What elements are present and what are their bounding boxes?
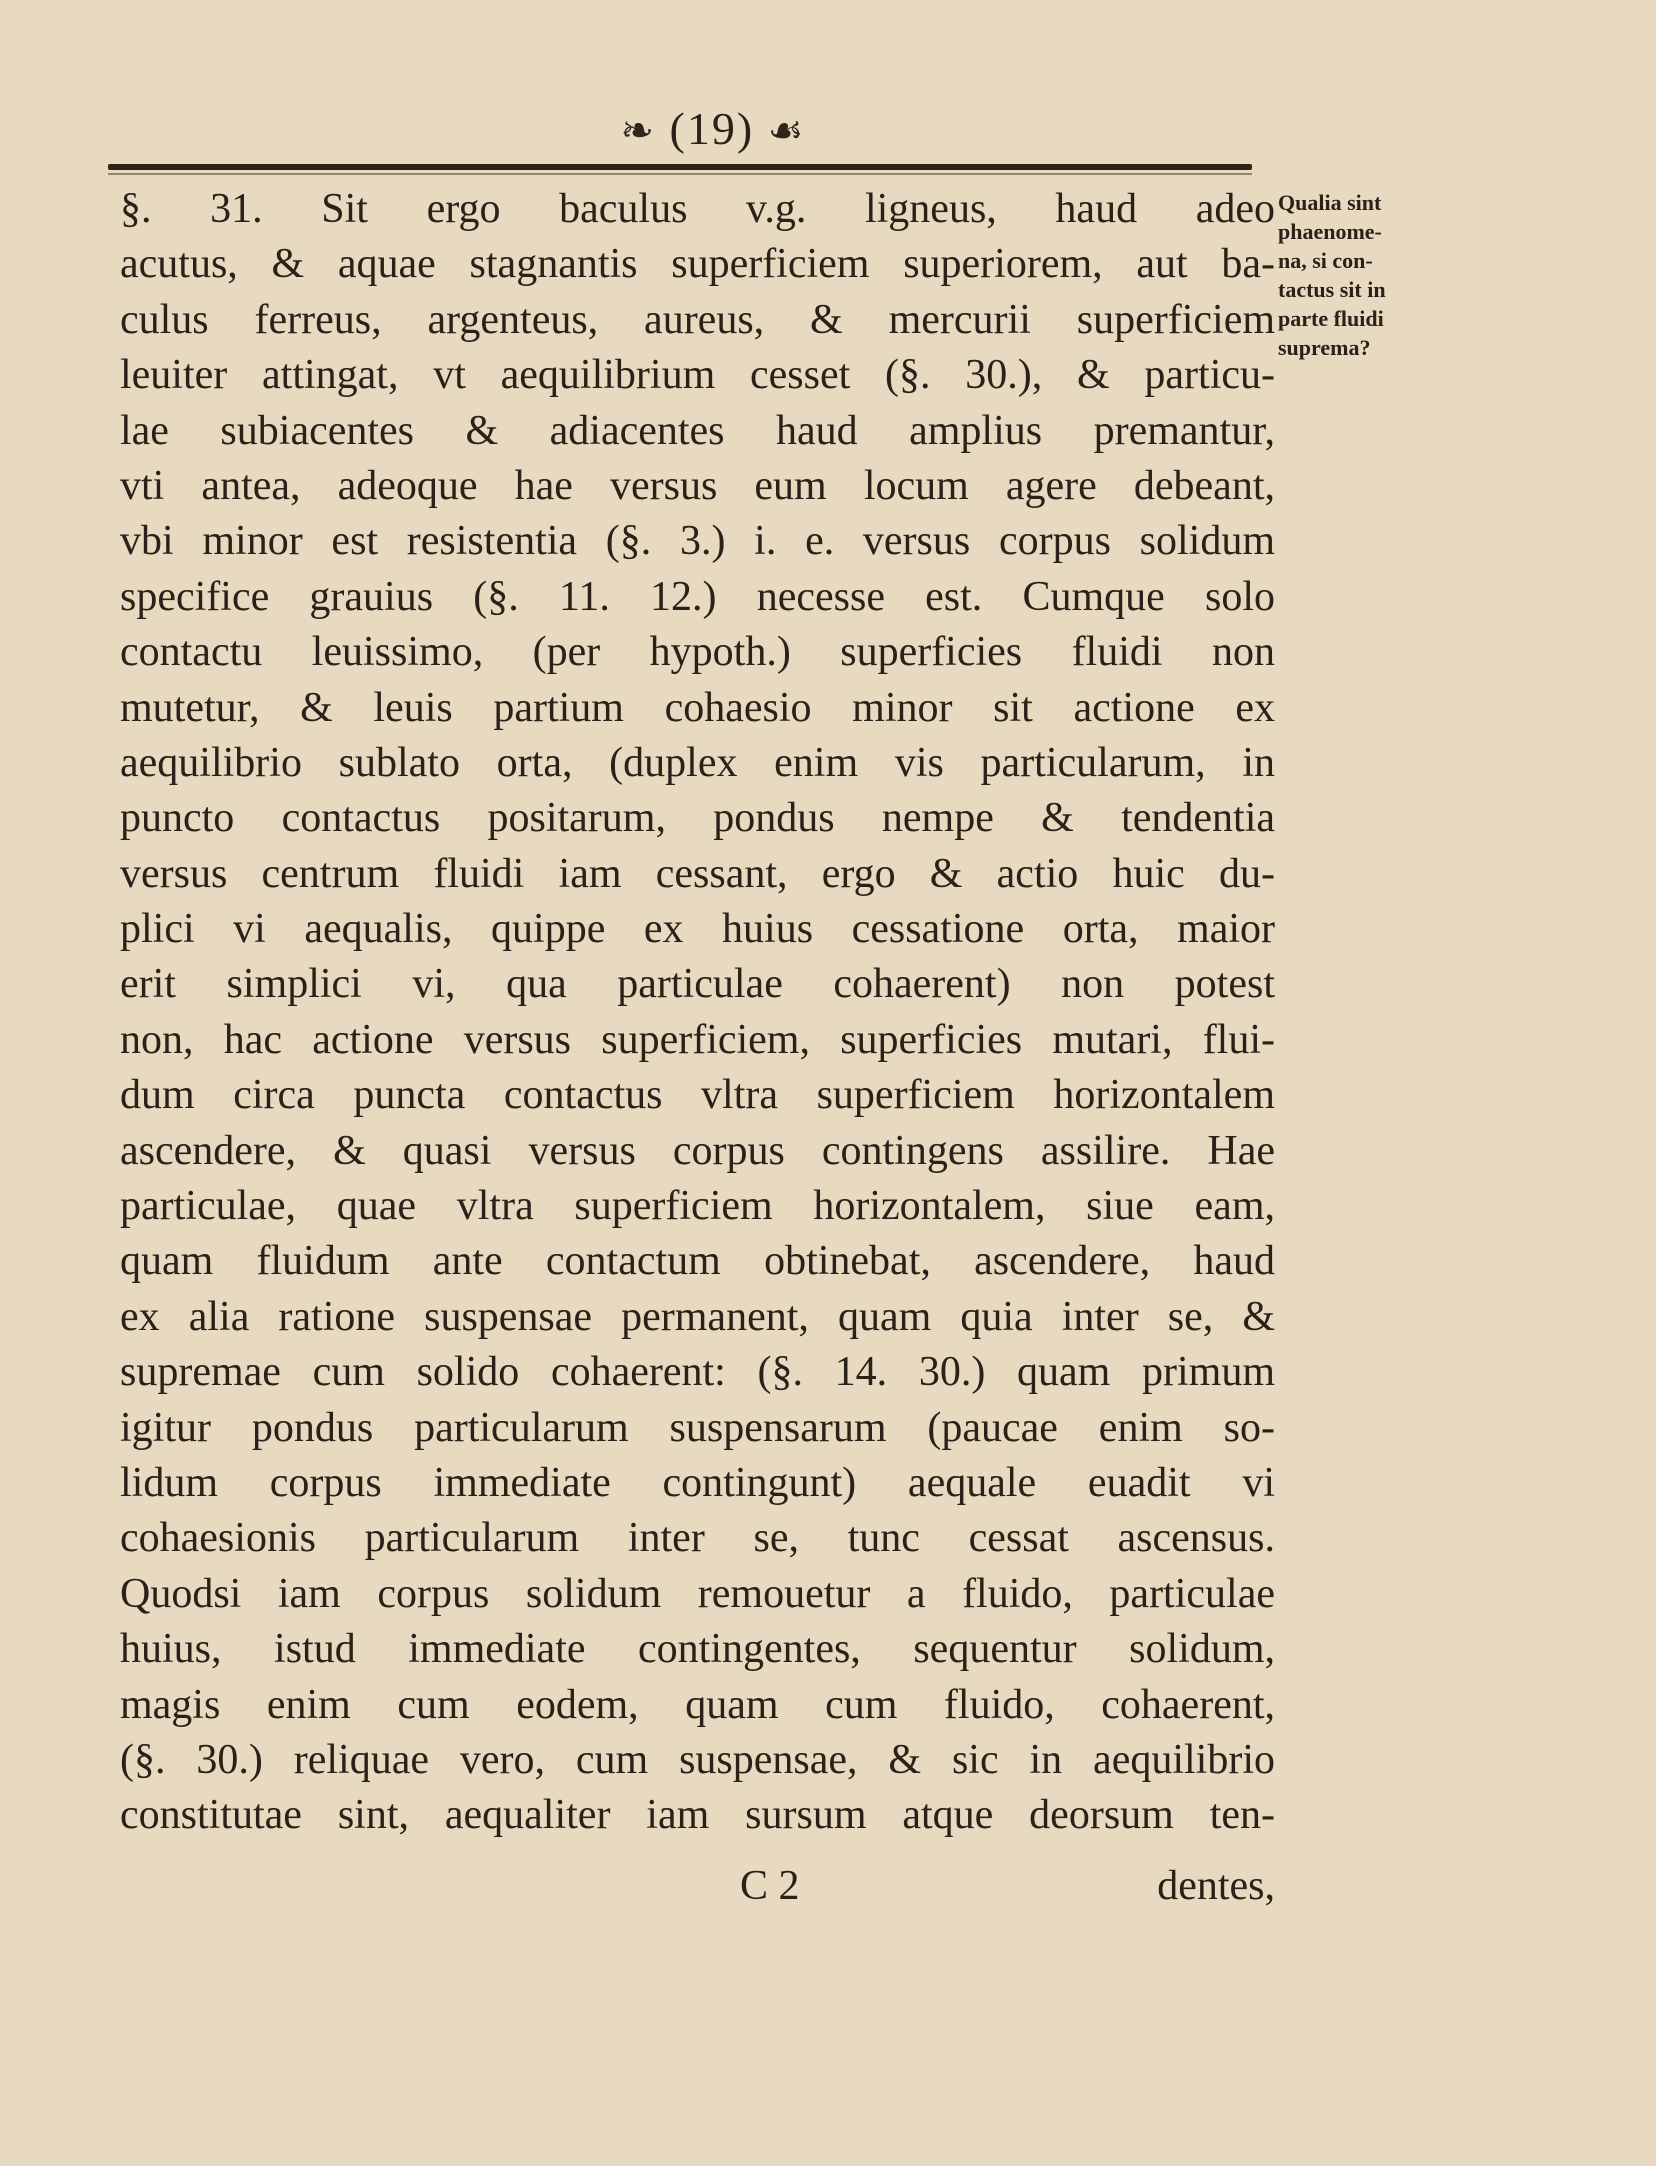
ornament-left-icon: ❧	[620, 108, 656, 153]
signature-mark: C 2	[740, 1863, 800, 1909]
text-line: puncto contactus positarum, pondus nempe & tendentia	[120, 795, 1275, 842]
text-line: versus centrum fluidi iam cessant, ergo & actio huic du-	[120, 850, 1275, 897]
text-line: magis enim cum eodem, quam cum fluido, cohaerent,	[120, 1681, 1275, 1728]
marginal-note-line: parte fluidi	[1278, 306, 1384, 331]
text-line: ex alia ratione suspensae permanent, quam quia inter se, &	[120, 1293, 1275, 1340]
body-text	[120, 182, 1275, 1844]
text-line: lidum corpus immediate contingunt) aequale euadit vi	[120, 1459, 1275, 1506]
marginal-note-line: tactus sit in	[1278, 277, 1386, 302]
text-line: aequilibrio sublato orta, (duplex enim vis particularum, in	[120, 739, 1275, 786]
text-line: §. 31. Sit ergo baculus v.g. ligneus, haud adeo	[120, 186, 1275, 232]
text-line: mutetur, & leuis partium cohaesio minor sit actione ex	[120, 684, 1275, 731]
text-line: igitur pondus particularum suspensarum (paucae enim so-	[120, 1404, 1275, 1451]
text-line: leuiter attingat, vt aequilibrium cesset (§. 30.), & particu-	[120, 352, 1275, 399]
text-line: constitutae sint, aequaliter iam sursum atque deorsum ten-	[120, 1792, 1275, 1839]
page-header	[0, 102, 1656, 155]
text-line: (§. 30.) reliquae vero, cum suspensae, & sic in aequilibrio	[120, 1736, 1275, 1783]
text-line: dum circa puncta contactus vltra superficiem horizontalem	[120, 1072, 1275, 1119]
text-line: vti antea, adeoque hae versus eum locum agere debeant,	[120, 462, 1275, 509]
header-rule	[108, 164, 1252, 170]
ornament-right-icon: ☙	[767, 108, 806, 153]
page-number: (19)	[669, 103, 755, 154]
text-line: specifice grauius (§. 11. 12.) necesse est. Cumque solo	[120, 573, 1275, 620]
text-line: acutus, & aquae stagnantis superficiem superiorem, aut ba-	[120, 241, 1275, 288]
page-footer	[120, 1858, 1275, 1914]
text-line: Quodsi iam corpus solidum remouetur a fluido, particulae	[120, 1570, 1275, 1617]
text-line: huius, istud immediate contingentes, sequentur solidum,	[120, 1626, 1275, 1673]
text-line: particulae, quae vltra superficiem horizontalem, siue eam,	[120, 1183, 1275, 1230]
text-line: cohaesionis particularum inter se, tunc cessat ascensus.	[120, 1515, 1275, 1562]
text-line: ascendere, & quasi versus corpus contingens assilire. Hae	[120, 1127, 1275, 1174]
text-line: vbi minor est resistentia (§. 3.) i. e. versus corpus solidum	[120, 518, 1275, 565]
text-line: erit simplici vi, qua particulae cohaerent) non potest	[120, 961, 1275, 1008]
marginal-note-line: na, si con-	[1278, 248, 1373, 273]
text-line: non, hac actione versus superficiem, superficies mutari, flui-	[120, 1016, 1275, 1063]
marginal-note-line: phaenome-	[1278, 219, 1382, 244]
text-line: supremae cum solido cohaerent: (§. 14. 30.) quam primum	[120, 1349, 1275, 1396]
text-line: lae subiacentes & adiacentes haud amplius premantur,	[120, 407, 1275, 454]
text-line: quam fluidum ante contactum obtinebat, ascendere, haud	[120, 1238, 1275, 1285]
marginal-note-line: suprema?	[1278, 335, 1371, 360]
text-line: contactu leuissimo, (per hypoth.) superficies fluidi non	[120, 629, 1275, 676]
marginal-note-line: Qualia sint	[1278, 190, 1382, 215]
marginal-note	[1278, 188, 1458, 362]
text-line: culus ferreus, argenteus, aureus, & mercurii superficiem	[120, 296, 1275, 343]
text-line: plici vi aequalis, quippe ex huius cessatione orta, maior	[120, 906, 1275, 953]
header-rule-thin	[108, 173, 1252, 175]
catchword: dentes,	[1157, 1863, 1275, 1909]
